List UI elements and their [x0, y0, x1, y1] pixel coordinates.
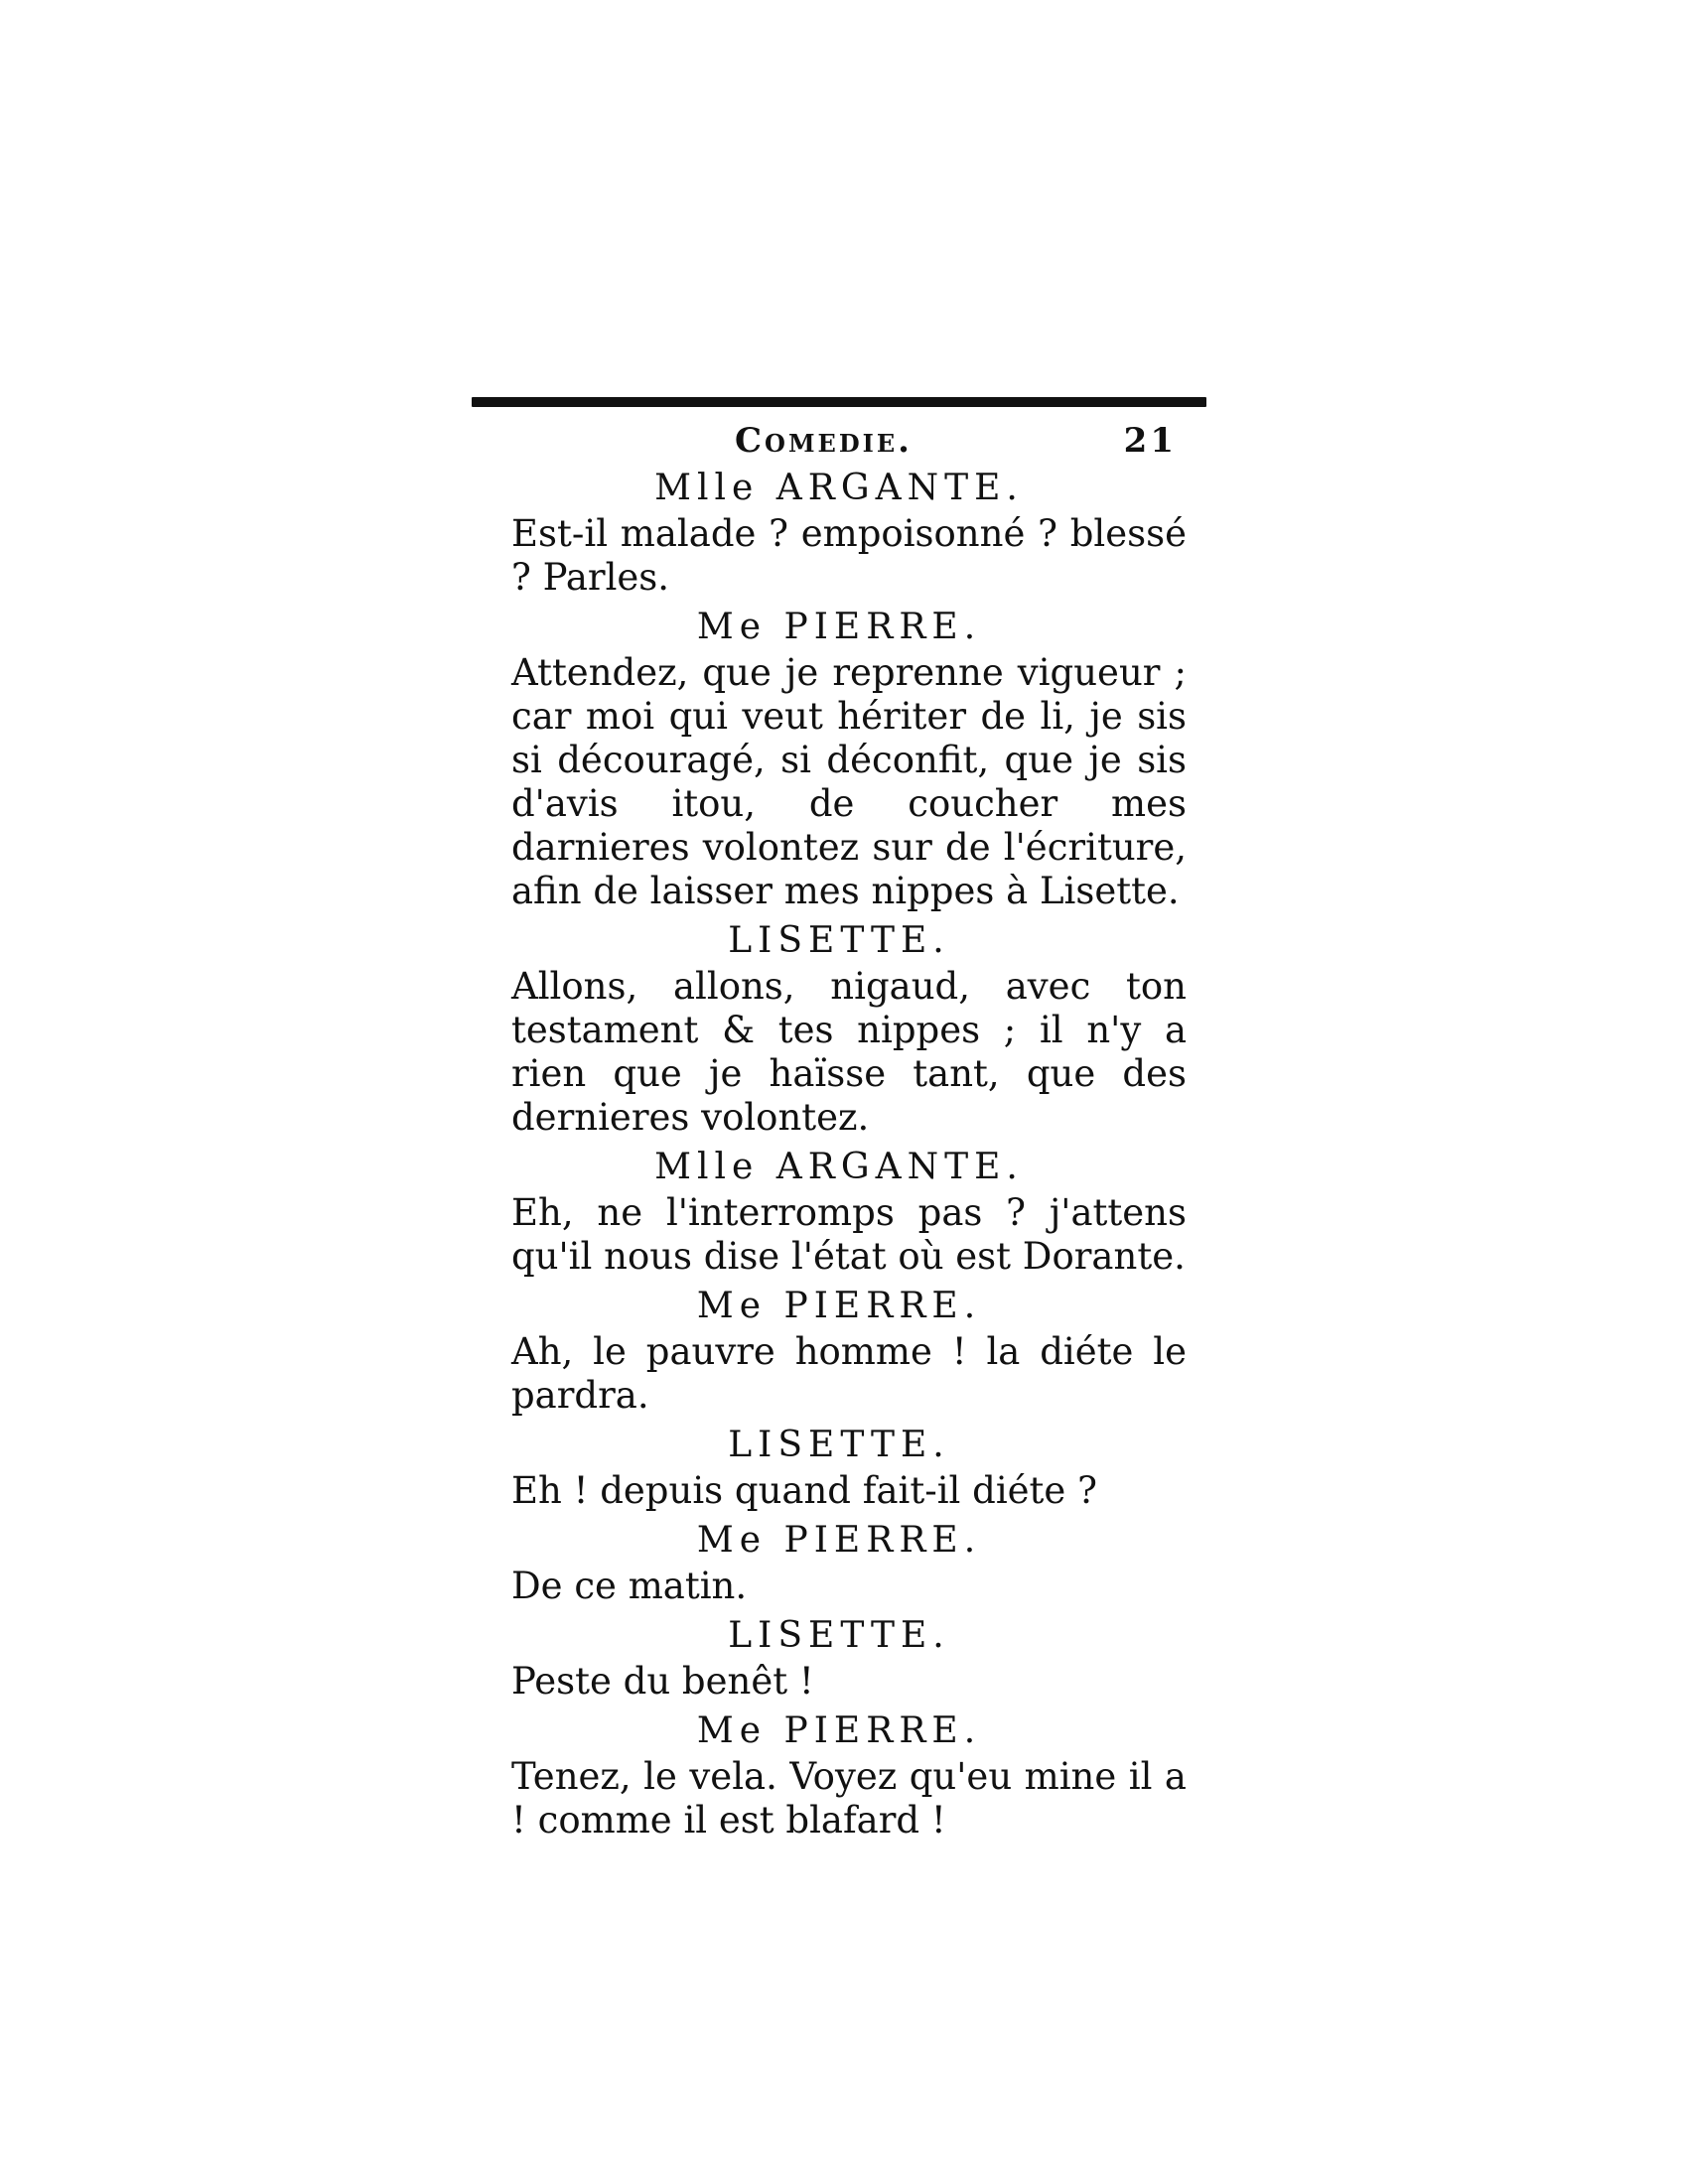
dialogue-block: [472, 606, 1206, 913]
speech-text: Allons, allons, nigaud, avec ton testament & tes nippes ; il n'y a rien que je haïsse tant, que des dernieres volontez.: [511, 965, 1187, 1139]
speech-text: Tenez, le vela. Voyez qu'eu mine il a ! comme il est blafard !: [511, 1755, 1187, 1842]
speech-text: Est-il malade ? empoisonné ? blessé ? Parles.: [511, 512, 1187, 599]
dialogue-block: [472, 1146, 1206, 1279]
header-rule: [472, 397, 1206, 407]
speaker-name: Me PIERRE.: [696, 1286, 982, 1326]
speaker-name: Me PIERRE.: [696, 607, 982, 647]
dialogue-block: [472, 1424, 1206, 1513]
book-page: [472, 397, 1206, 1848]
dialogue-block: [472, 919, 1206, 1140]
speaker-name: LISETTE.: [728, 1425, 950, 1465]
dialogue-block: [472, 1709, 1206, 1843]
speaker-name: LISETTE.: [728, 920, 950, 961]
speech-text: Eh ! depuis quand fait-il diéte ?: [511, 1469, 1097, 1512]
speaker-name: Me PIERRE.: [696, 1710, 982, 1751]
dialogue-block: [472, 1519, 1206, 1608]
speech-text: Ah, le pauvre homme ! la diéte le pardra.: [511, 1330, 1187, 1417]
page-number: 21: [1123, 421, 1177, 461]
speaker-name: Mlle ARGANTE.: [654, 1147, 1024, 1187]
speech-text: Attendez, que je reprenne vigueur ; car moi qui veut hériter de li, je sis si découragé, si déconfit, que je sis d'avis itou, de coucher mes darnieres volontez sur de l'écriture, afin de laisser mes nippes à Lisette.: [511, 651, 1187, 912]
speech-text: De ce matin.: [511, 1565, 748, 1607]
running-head: [472, 415, 1206, 465]
speaker-name: Mlle ARGANTE.: [654, 468, 1024, 508]
running-title: Comedie.: [735, 421, 913, 461]
speaker-name: LISETTE.: [728, 1615, 950, 1656]
speech-text: Eh, ne l'interromps pas ? j'attens qu'il nous dise l'état où est Dorante.: [511, 1191, 1187, 1278]
dialogue-block: [472, 1614, 1206, 1704]
speech-text: Peste du benêt !: [511, 1660, 814, 1703]
speaker-name: Me PIERRE.: [696, 1520, 982, 1561]
dialogue-block: [472, 1285, 1206, 1418]
dialogue-block: [472, 467, 1206, 600]
